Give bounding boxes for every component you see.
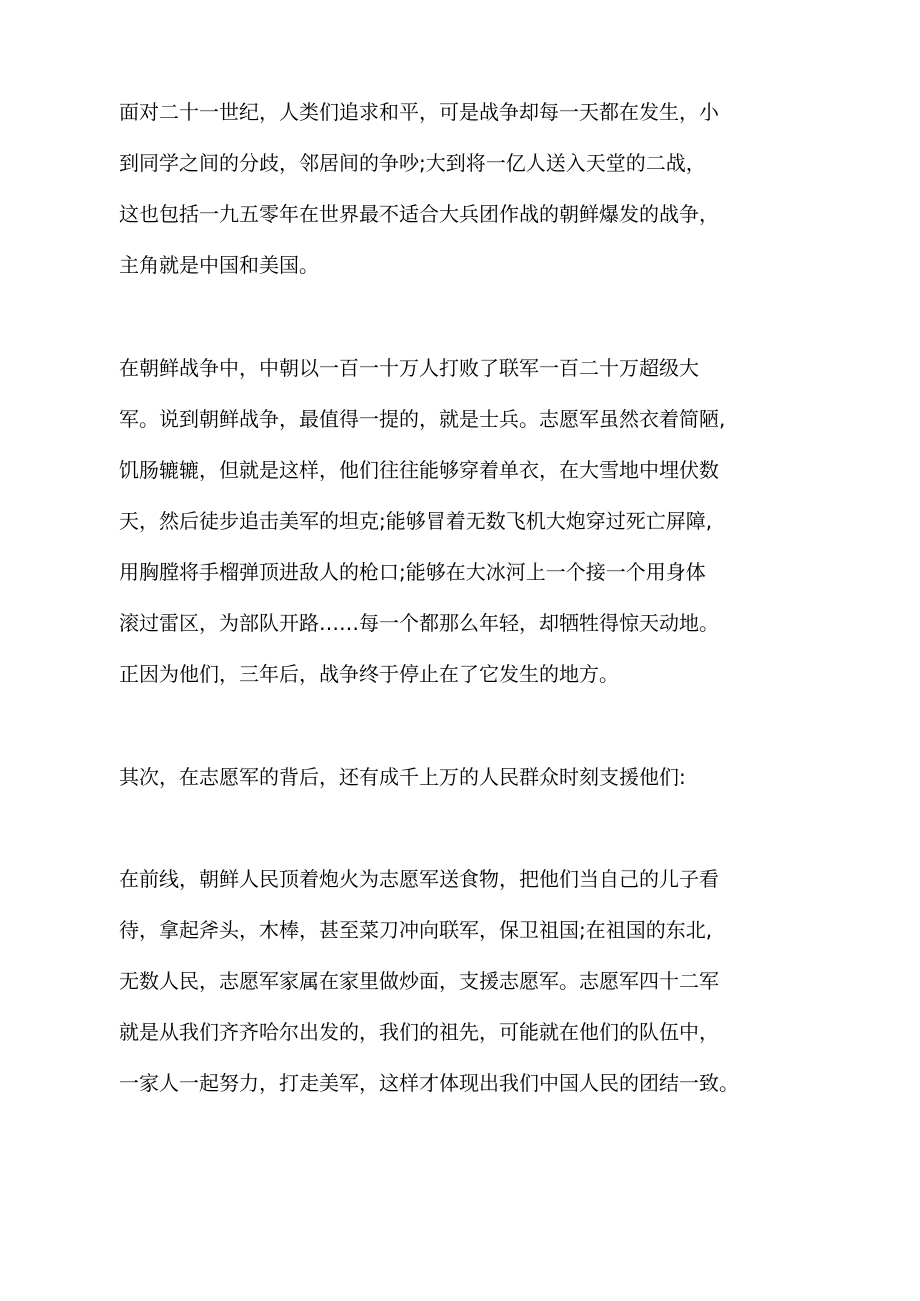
text-line: 一家人一起努力，打走美军，这样才体现出我们中国人民的团结一致。	[119, 1071, 739, 1095]
text-line: 用胸膛将手榴弹顶进敌人的枪口;能够在大冰河上一个接一个用身体	[119, 560, 706, 584]
text-line: 无数人民，志愿军家属在家里做炒面，支援志愿军。志愿军四十二军	[119, 969, 719, 993]
text-line: 军。说到朝鲜战争，最值得一提的，就是士兵。志愿军虽然衣着简陋,	[119, 407, 726, 431]
text-line: 到同学之间的分歧，邻居间的争吵;大到将一亿人送入天堂的二战，	[119, 151, 706, 175]
text-line: 在前线，朝鲜人民顶着炮火为志愿军送食物，把他们当自己的儿子看	[119, 867, 719, 891]
text-line: 待，拿起斧头，木棒，甚至菜刀冲向联军，保卫祖国;在祖国的东北,	[119, 918, 713, 942]
text-line: 这也包括一九五零年在世界最不适合大兵团作战的朝鲜爆发的战争，	[119, 202, 719, 226]
text-line: 饥肠辘辘，但就是这样，他们往往能够穿着单衣，在大雪地中埋伏数	[119, 458, 719, 482]
text-line: 面对二十一世纪，人类们追求和平，可是战争却每一天都在发生，小	[119, 100, 719, 124]
text-line: 滚过雷区，为部队开路……每一个都那么年轻，却牺牲得惊天动地。	[119, 611, 719, 635]
text-line: 主角就是中国和美国。	[119, 253, 319, 277]
text-line: 在朝鲜战争中，中朝以一百一十万人打败了联军一百二十万超级大	[119, 356, 699, 380]
text-line: 其次，在志愿军的背后，还有成千上万的人民群众时刻支援他们:	[119, 765, 686, 789]
text-line: 天，然后徒步追击美军的坦克;能够冒着无数飞机大炮穿过死亡屏障,	[119, 509, 713, 533]
text-line: 就是从我们齐齐哈尔出发的，我们的祖先，可能就在他们的队伍中，	[119, 1020, 719, 1044]
text-line: 正因为他们，三年后，战争终于停止在了它发生的地方。	[119, 662, 619, 686]
